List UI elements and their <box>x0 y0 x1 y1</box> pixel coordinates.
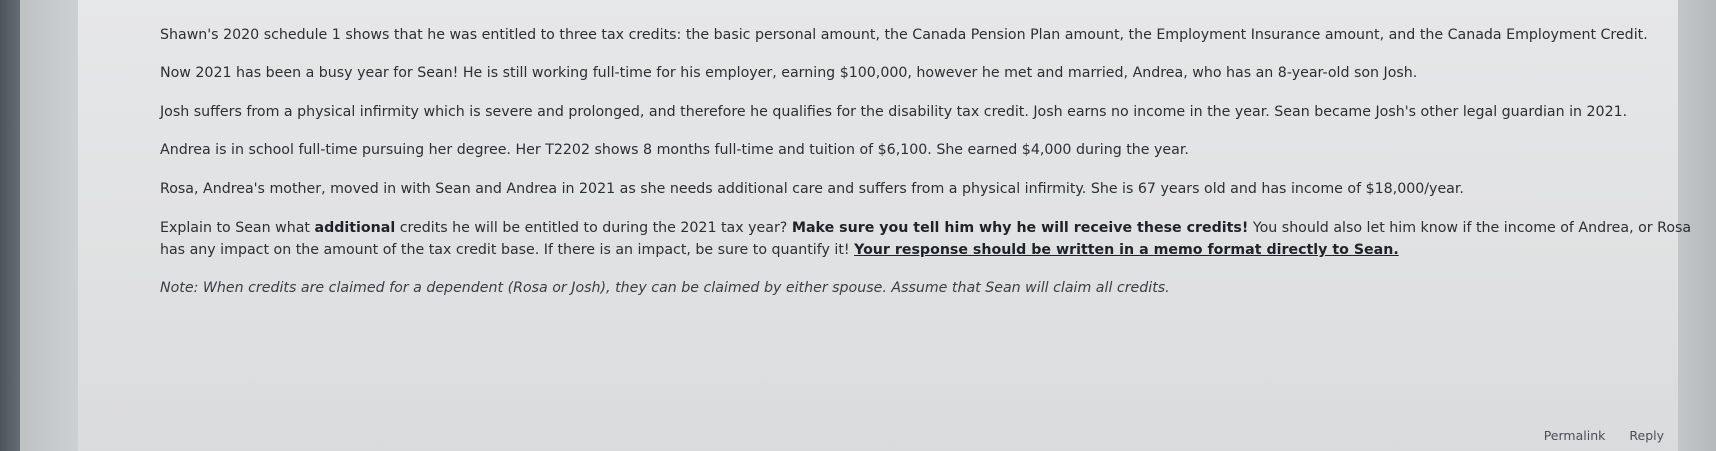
reply-link[interactable]: Reply <box>1629 428 1664 443</box>
paragraph-andrea: Andrea is in school full-time pursuing her degree. Her T2202 shows 8 months full-time and tuition of $6,100. She earned $4,000 during the year. <box>160 142 1189 158</box>
post-panel <box>78 0 1692 451</box>
paragraph-instructions <box>160 217 1716 261</box>
left-bezel <box>0 0 20 451</box>
paragraph-josh: Josh suffers from a physical infirmity which is severe and prolonged, and therefore he qualifies for the disability tax credit. Josh earns no income in the year. Sean became Josh's other legal guardian in 2021. <box>160 104 1628 120</box>
paragraph-prior-credits: Shawn's 2020 schedule 1 shows that he was entitled to three tax credits: the basic personal amount, the Canada Pension Plan amount, the Employment Insurance amount, and the Canada Employment Credit. <box>160 27 1648 43</box>
paragraph-busy-year: Now 2021 has been a busy year for Sean! He is still working full-time for his employer, earning $100,000, however he met and married, Andrea, who has an 8-year-old son Josh. <box>160 65 1418 81</box>
permalink-link[interactable]: Permalink <box>1543 428 1606 443</box>
instructions-text-2: credits he will be entitled to during the 2021 tax year? <box>395 220 792 236</box>
instructions-bold-why: Make sure you tell him why he will receive these credits! <box>791 220 1249 236</box>
paragraph-note: Note: When credits are claimed for a dependent (Rosa or Josh), they can be claimed by either spouse. Assume that Sean will claim all credits. <box>160 280 1170 296</box>
paragraph-rosa: Rosa, Andrea's mother, moved in with Sean and Andrea in 2021 as she needs additional care and suffers from a physical infirmity. She is 67 years old and has income of $18,000/year. <box>160 181 1464 197</box>
post-footer <box>1544 428 1664 443</box>
post-body <box>160 24 1716 316</box>
instructions-bold-additional: additional <box>314 220 396 236</box>
instructions-text-1: Explain to Sean what <box>160 220 315 236</box>
left-gutter <box>20 0 78 451</box>
instructions-bold-memo: Your response should be written in a memo format directly to Sean. <box>854 242 1399 258</box>
instructions-text-3: You should also let him know if the income of Andrea, or Rosa has any impact on the amount of the tax credit base. If there is an impact, be sure to quantify it! <box>160 220 1692 258</box>
